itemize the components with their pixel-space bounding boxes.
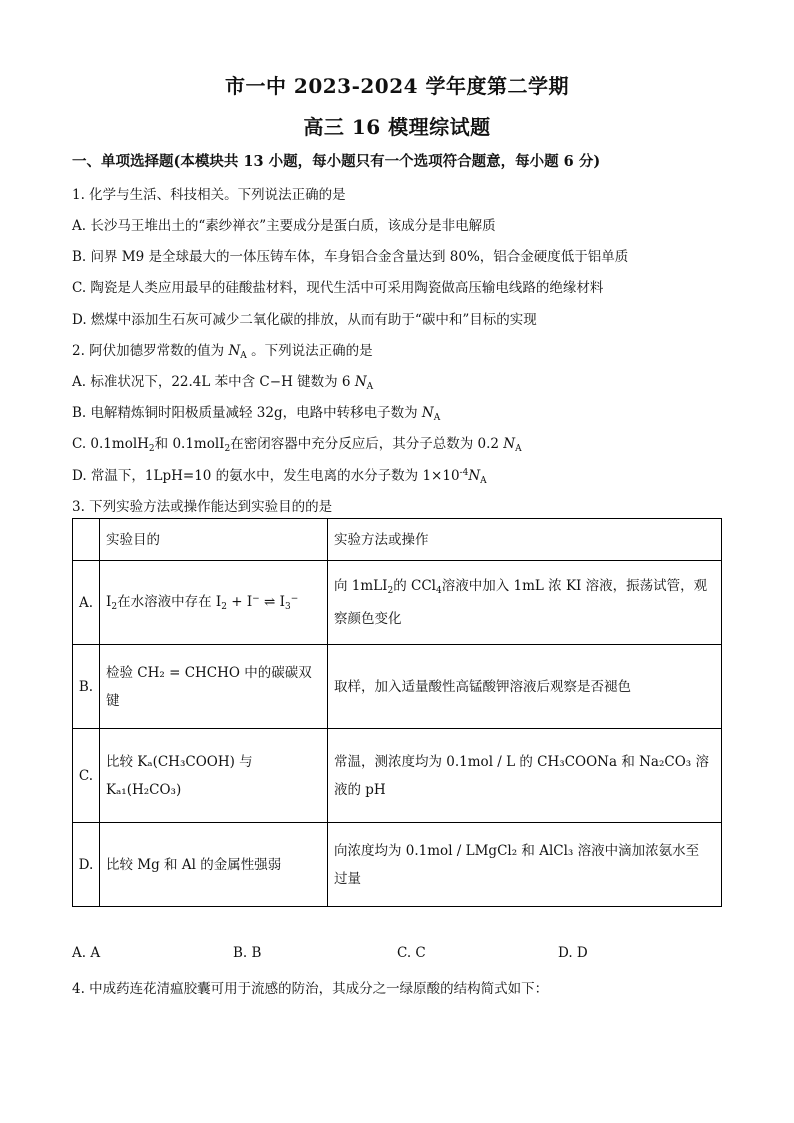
q4-stem: 4. 中成药连花清瘟胶囊可用于流感的防治，其成分之一绿原酸的结构简式如下： bbox=[72, 981, 549, 997]
table-row bbox=[73, 729, 722, 823]
table-row bbox=[73, 823, 722, 907]
q1-option-a: A. 长沙马王堆出土的“素纱禅衣”主要成分是蛋白质，该成分是非电解质 bbox=[72, 218, 496, 234]
exam-title: 市一中 2023-2024 学年度第二学期 bbox=[224, 74, 570, 98]
q2-option-b: B. 电解精炼铜时阳极质量减轻 32g，电路中转移电子数为 $N_A$ bbox=[72, 405, 441, 423]
experiment-table bbox=[72, 518, 722, 907]
exam-subtitle: 高三 16 模理综试题 bbox=[303, 115, 491, 139]
q1-stem: 1. 化学与生活、科技相关。下列说法正确的是 bbox=[72, 187, 346, 203]
q3-option-d: D. D bbox=[558, 945, 588, 961]
table-cell bbox=[73, 519, 100, 561]
row-method: 取样，加入适量酸性高锰酸钾溶液后观察是否褪色 bbox=[328, 645, 722, 729]
q1-option-d: D. 燃煤中添加生石灰可减少二氧化碳的排放，从而有助于“碳中和”目标的实现 bbox=[72, 312, 537, 328]
q3-option-b: B. B bbox=[233, 945, 262, 961]
q1-option-c: C. 陶瓷是人类应用最早的硅酸盐材料，现代生活中可采用陶瓷做高压输电线路的绝缘材料 bbox=[72, 280, 604, 296]
table-header-purpose: 实验目的 bbox=[100, 519, 328, 561]
q3-stem: 3. 下列实验方法或操作能达到实验目的的是 bbox=[72, 499, 333, 515]
section-heading: 一、单项选择题(本模块共 13 小题，每小题只有一个选项符合题意，每小题 6 分) bbox=[72, 153, 601, 170]
table-row bbox=[73, 645, 722, 729]
row-purpose: 比较 Mg 和 Al 的金属性强弱 bbox=[100, 823, 328, 907]
row-method: 向 1mLI$_2$的 CCl$_4$溶液中加入 1mL 浓 KI 溶液，振荡试管，观 察颜色变化 bbox=[328, 561, 722, 645]
q3-options bbox=[72, 945, 722, 965]
row-label: B. bbox=[73, 645, 100, 729]
row-label: D. bbox=[73, 823, 100, 907]
table-row bbox=[73, 561, 722, 645]
q2-option-a: A. 标准状况下，22.4L 苯中含 C−H 键数为 6 $N_A$ bbox=[72, 374, 374, 392]
row-label: C. bbox=[73, 729, 100, 823]
row-purpose: 检验 CH₂ = CHCHO 中的碳碳双 键 bbox=[100, 645, 328, 729]
row-purpose: $I_2$在水溶液中存在 $I_2 + I^-$ ⇌ $I_3^-$ bbox=[100, 561, 328, 645]
row-method: 常温，测浓度均为 0.1mol / L 的 CH₃COONa 和 Na₂CO₃ 溶 液的 pH bbox=[328, 729, 722, 823]
row-method: 向浓度均为 0.1mol / LMgCl₂ 和 AlCl₃ 溶液中滴加浓氨水至 过量 bbox=[328, 823, 722, 907]
q2-option-c: C. 0.1molH$_2$和 0.1molI$_2$在密闭容器中充分反应后，其分子总数为 0.2 $N_A$ bbox=[72, 436, 522, 454]
row-label: A. bbox=[73, 561, 100, 645]
table-header-method: 实验方法或操作 bbox=[328, 519, 722, 561]
q3-option-a: A. A bbox=[72, 945, 101, 961]
q2-stem: 2. 阿伏加德罗常数的值为 $N_A$ 。下列说法正确的是 bbox=[72, 343, 373, 361]
q2-option-d: D. 常温下，1LpH=10 的氨水中，发生电离的水分子数为 $1\times 10^{-4}N_A$ bbox=[72, 468, 487, 486]
table-header-row bbox=[73, 519, 722, 561]
q3-option-c: C. C bbox=[397, 945, 426, 961]
q1-option-b: B. 问界 M9 是全球最大的一体压铸车体，车身铝合金含量达到 80%，铝合金硬度低于铝单质 bbox=[72, 249, 629, 265]
row-purpose: 比较 Kₐ(CH₃COOH) 与 Kₐ₁(H₂CO₃) bbox=[100, 729, 328, 823]
